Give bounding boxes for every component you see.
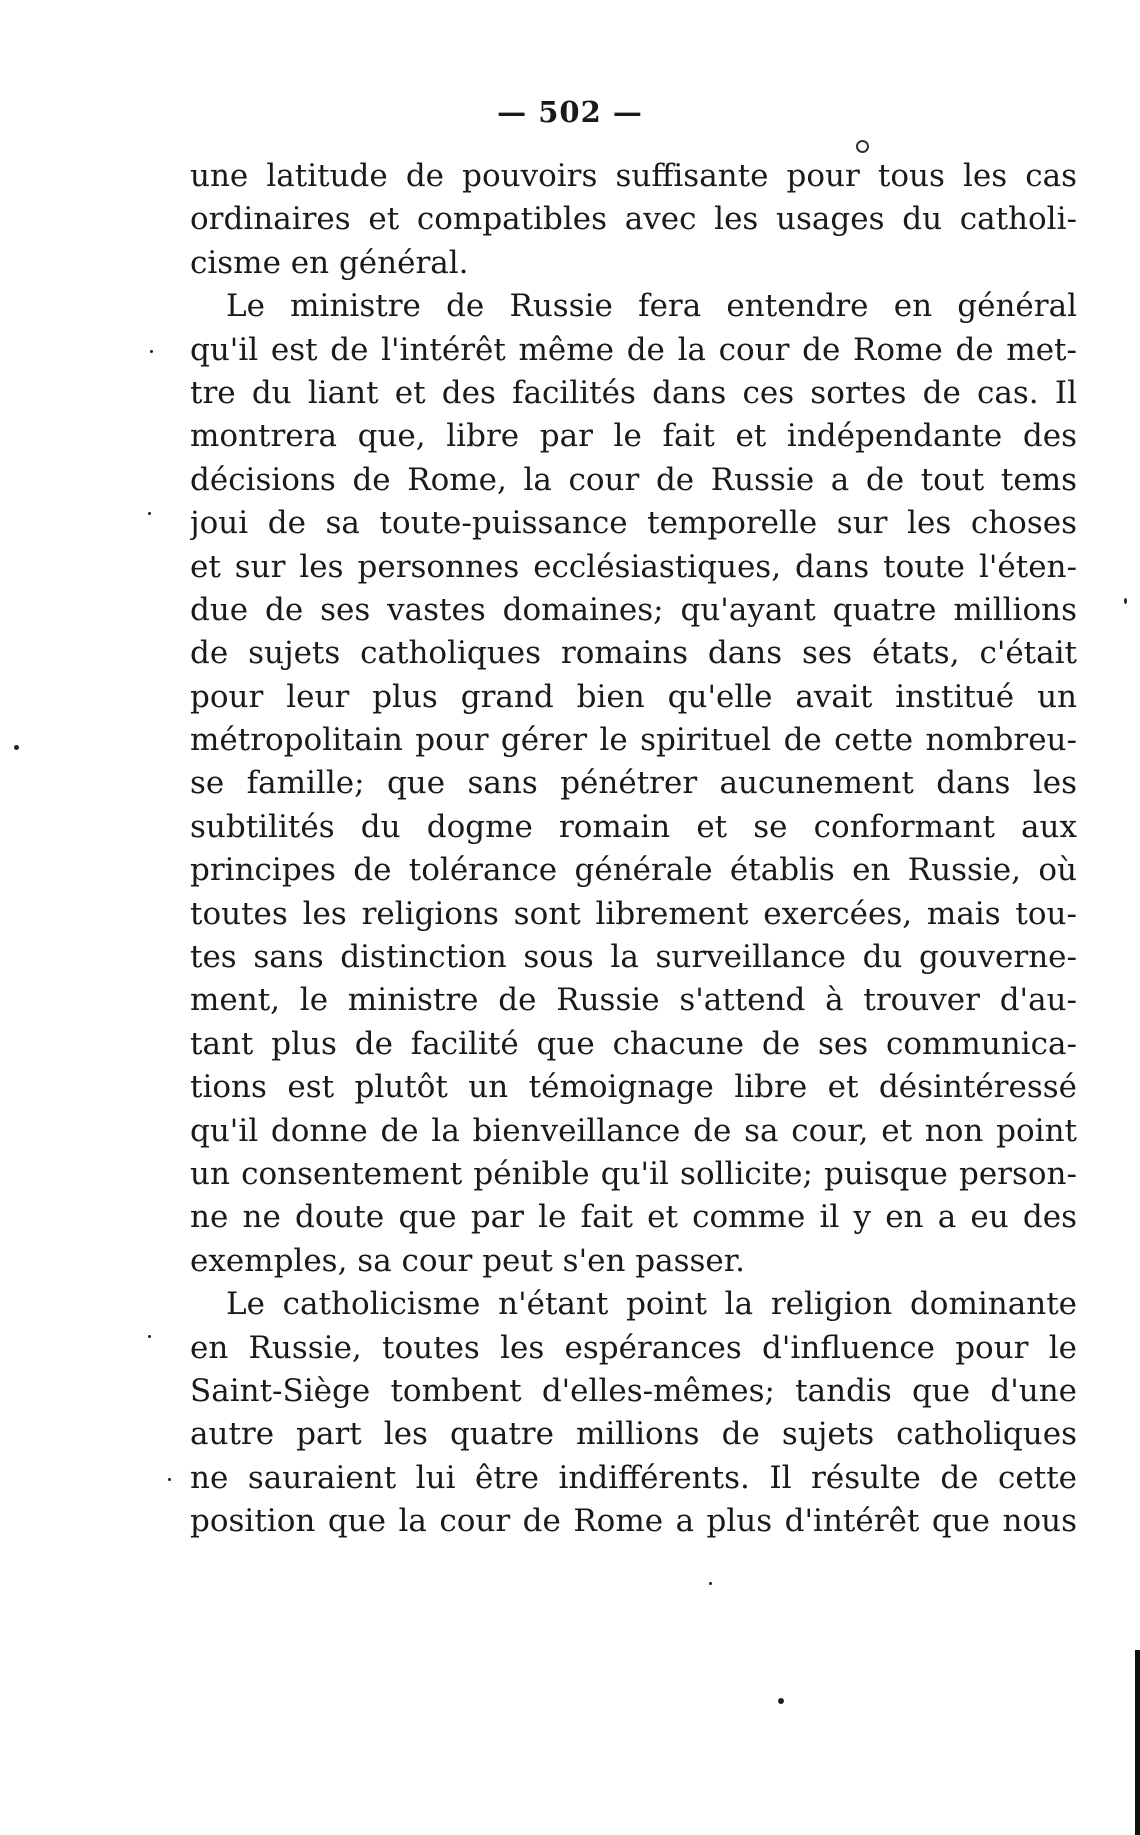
scan-speck [148, 512, 151, 515]
text-line: un consentement pénible qu'il sollicite; puisque person- [190, 1155, 1077, 1192]
body-text [190, 155, 1077, 1544]
scan-speck [148, 1335, 151, 1338]
text-line: due de ses vastes domaines; qu'ayant quatre millions [190, 591, 1077, 628]
text-line: Le ministre de Russie fera entendre en général [226, 288, 1077, 325]
text-line: ne ne doute que par le fait et comme il y en a eu des [190, 1199, 1077, 1236]
text-line: subtilités du dogme romain et se conformant aux [190, 808, 1077, 845]
text-line: Saint-Siège tombent d'elles-mêmes; tandis que d'une [190, 1372, 1077, 1409]
text-line: qu'il est de l'intérêt même de la cour de Rome de met- [190, 331, 1077, 368]
text-line: tes sans distinction sous la surveillance du gouverne- [190, 939, 1077, 976]
scan-speck [709, 1582, 712, 1585]
text-line: tions est plutôt un témoignage libre et désintéressé [190, 1069, 1077, 1106]
text-line: montrera que, libre par le fait et indépendante des [190, 418, 1077, 455]
text-line: de sujets catholiques romains dans ses états, c'était [190, 635, 1077, 672]
scan-edge-line [1135, 1650, 1140, 1835]
text-line: ne sauraient lui être indifférents. Il résulte de cette [190, 1459, 1077, 1496]
text-line: tre du liant et des facilités dans ces sortes de cas. Il [190, 374, 1077, 411]
scan-speck [778, 1698, 784, 1704]
text-line: et sur les personnes ecclésiastiques, dans toute l'éten- [190, 548, 1077, 585]
text-line: une latitude de pouvoirs suffisante pour tous les cas [190, 158, 1077, 194]
text-line: tant plus de facilité que chacune de ses communica- [190, 1025, 1077, 1062]
scan-speck [1124, 598, 1127, 604]
text-line: décisions de Rome, la cour de Russie a de tout tems [190, 461, 1077, 498]
text-line: principes de tolérance générale établis en Russie, où [190, 852, 1077, 889]
page-number: — 502 — [497, 95, 643, 129]
text-line: ment, le ministre de Russie s'attend à trouver d'au- [190, 982, 1077, 1019]
scan-speck [150, 350, 153, 353]
text-line: joui de sa toute-puissance temporelle sur les choses [190, 505, 1077, 542]
text-line: toutes les religions sont librement exercées, mais tou- [190, 895, 1077, 932]
scan-speck [856, 140, 869, 153]
text-line: se famille; que sans pénétrer aucunement dans les [190, 765, 1077, 802]
text-line: qu'il donne de la bienveillance de sa cour, et non point [190, 1112, 1077, 1149]
scan-speck [14, 745, 19, 750]
text-line: métropolitain pour gérer le spirituel de cette nombreu- [190, 722, 1077, 759]
scan-speck [168, 1478, 171, 1481]
text-line: ordinaires et compatibles avec les usages du catholi- [190, 201, 1077, 238]
text-line: position que la cour de Rome a plus d'intérêt que nous [190, 1503, 1077, 1540]
text-line: en Russie, toutes les espérances d'influence pour le [190, 1329, 1077, 1366]
text-line: autre part les quatre millions de sujets catholiques [190, 1416, 1077, 1453]
text-line: exemples, sa cour peut s'en passer. [190, 1242, 746, 1279]
text-line: Le catholicisme n'étant point la religion dominante [226, 1286, 1077, 1323]
text-line: pour leur plus grand bien qu'elle avait institué un [190, 678, 1077, 715]
text-line: cisme en général. [190, 244, 469, 281]
